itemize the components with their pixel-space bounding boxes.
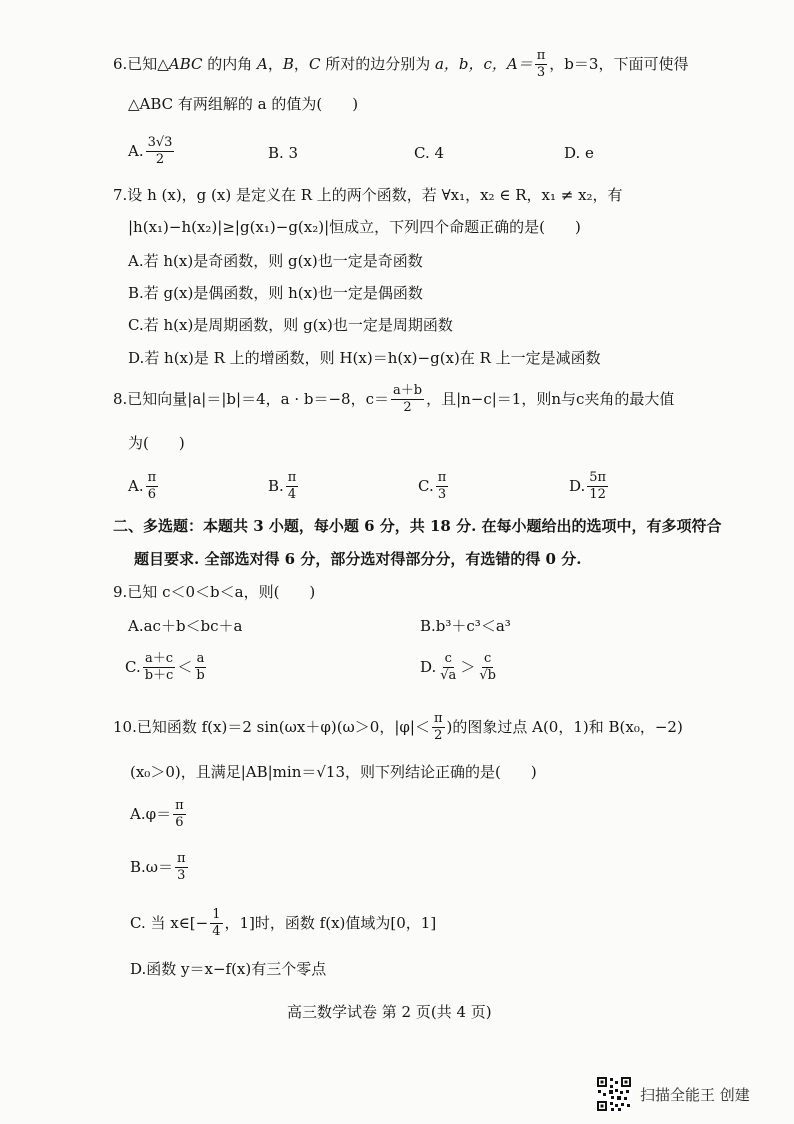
q10-frac-num: π <box>432 712 445 728</box>
q8-line2: 为( ) <box>128 434 185 452</box>
q10-line1 <box>113 712 683 744</box>
q10-option-c-fraction <box>210 908 222 940</box>
q9-line1: 9.已知 c＜0＜b＜a，则( ) <box>113 583 316 601</box>
q9-option-d-fraction-2 <box>477 652 498 684</box>
q8-option-b-num: π <box>286 471 299 487</box>
q8-option-d-prefix: D. <box>569 476 586 495</box>
q6-text-i: 所对的边分别为 <box>320 54 435 73</box>
q6-option-c: C. 4 <box>414 144 445 162</box>
q10-option-c-num: 1 <box>210 908 222 924</box>
q6-option-a-prefix: A. <box>128 141 144 160</box>
q9-option-c-num2: a <box>195 652 207 668</box>
q8-option-a <box>128 471 160 503</box>
q9-option-d-den1: √a <box>440 668 457 684</box>
q9-option-c-fraction-2 <box>194 652 206 684</box>
q9-option-c <box>125 652 209 684</box>
q6-option-d: D. e <box>564 144 594 162</box>
q6-text-j: a，b，c，A＝ <box>434 54 533 73</box>
q6-line2: △ABC 有两组解的 a 的值为( ) <box>128 95 359 113</box>
q8-option-c <box>418 471 450 503</box>
q9-option-d-relation: ＞ <box>460 657 476 676</box>
q6-text-d: A <box>257 54 268 73</box>
q9-option-c-relation: ＜ <box>177 657 193 676</box>
q8-option-b-den: 4 <box>287 487 297 503</box>
q7-option-d: D.若 h(x)是 R 上的增函数，则 H(x)＝h(x)−g(x)在 R 上一定是减函数 <box>128 349 601 367</box>
q10-option-c <box>130 908 436 940</box>
q9-option-d-num2: c <box>482 652 493 668</box>
q6-option-b: B. 3 <box>268 144 299 162</box>
q10-option-a-fraction <box>173 799 186 831</box>
q10-option-b-prefix: B.ω＝ <box>130 857 174 876</box>
q8-option-b-prefix: B. <box>268 476 284 495</box>
q10-option-c-text-a: C. 当 x∈[− <box>130 913 209 932</box>
q8-option-a-num: π <box>146 471 159 487</box>
q8-frac-num: a＋b <box>391 384 424 400</box>
q9-option-c-prefix: C. <box>125 657 141 676</box>
q10-option-a-num: π <box>173 799 186 815</box>
q8-option-a-prefix: A. <box>128 476 144 495</box>
section-2-line2: 题目要求. 全部选对得 6 分，部分选对得部分分，有选错的得 0 分. <box>134 550 582 568</box>
q8-option-c-fraction <box>436 471 449 503</box>
q6-line1 <box>113 49 688 81</box>
q10-text-b: )的图象过点 A(0，1)和 B(x₀，−2) <box>446 717 683 736</box>
q9-option-c-num1: a＋c <box>143 652 175 668</box>
q10-text-a: 10.已知函数 f(x)＝2 sin(ωx＋φ)(ω＞0，|φ|＜ <box>113 717 430 736</box>
q9-option-c-den1: b＋c <box>144 668 174 684</box>
q10-option-d: D.函数 y＝x−f(x)有三个零点 <box>130 960 327 978</box>
q6-text-h: C <box>308 54 321 73</box>
q10-option-b-fraction <box>175 852 188 884</box>
q8-option-c-prefix: C. <box>418 476 434 495</box>
q9-option-d-prefix: D. <box>420 657 437 676</box>
q6-text-a: 6.已知△ <box>113 54 169 73</box>
q10-frac-den: 2 <box>434 728 443 744</box>
q6-text-g: ， <box>293 54 309 73</box>
q10-option-b-num: π <box>175 852 188 868</box>
qr-code-icon <box>596 1076 632 1112</box>
q6-text-k: ，b＝3，下面可使得 <box>549 54 689 73</box>
q8-option-b <box>268 471 300 503</box>
q10-option-b <box>130 852 190 884</box>
q9-option-d <box>420 652 500 684</box>
q6-text-c: 的内角 <box>202 54 258 73</box>
q10-option-c-den: 4 <box>212 924 221 940</box>
q9-option-d-den2: √b <box>479 668 496 684</box>
q8-c-fraction <box>391 384 424 416</box>
q9-option-d-num1: c <box>443 652 454 668</box>
q6-angle-fraction <box>535 49 548 81</box>
q7-option-c: C.若 h(x)是周期函数，则 g(x)也一定是周期函数 <box>128 316 453 334</box>
q9-option-d-fraction-1 <box>438 652 458 684</box>
q10-option-c-text-b: ，1]时，函数 f(x)值域为[0，1] <box>224 913 437 932</box>
q6-text-f: B <box>282 54 294 73</box>
q6-option-a <box>128 136 176 168</box>
q7-option-b: B.若 g(x)是偶函数，则 h(x)也一定是偶函数 <box>128 284 423 302</box>
q6-option-a-den: 2 <box>155 152 165 168</box>
q9-option-a: A.ac＋b＜bc＋a <box>128 617 243 635</box>
q7-line1: 7.设 h (x)，g (x) 是定义在 R 上的两个函数，若 ∀x₁，x₂ ∈ R，x₁ ≠ x₂，有 <box>113 186 623 204</box>
q10-option-b-den: 3 <box>177 868 186 884</box>
q8-line1 <box>113 384 674 416</box>
q6-text-b: ABC <box>168 54 203 73</box>
q8-frac-den: 2 <box>403 400 412 416</box>
q7-option-a: A.若 h(x)是奇函数，则 g(x)也一定是奇函数 <box>128 252 423 270</box>
q9-option-c-den2: b <box>196 668 205 684</box>
q6-option-a-num: 3√3 <box>146 136 175 152</box>
scanner-watermark: 扫描全能王 创建 <box>640 1086 750 1104</box>
q8-option-d <box>569 471 610 503</box>
q8-option-a-fraction <box>146 471 159 503</box>
q8-text-a: 8.已知向量|a|＝|b|＝4，a · b＝−8，c＝ <box>113 389 389 408</box>
q10-option-a-den: 6 <box>175 815 184 831</box>
q10-line2: (x₀＞0)，且满足|AB|min＝√13，则下列结论正确的是( ) <box>130 763 537 781</box>
q8-option-d-den: 12 <box>589 487 606 503</box>
q8-option-d-fraction <box>587 471 608 503</box>
page-number-label: 高三数学试卷 第 2 页(共 4 页) <box>287 1003 492 1021</box>
q10-option-a-prefix: A.φ＝ <box>130 804 172 823</box>
q6-frac-num: π <box>535 49 548 65</box>
q9-option-b: B.b³＋c³＜a³ <box>420 617 511 635</box>
q10-option-a <box>130 799 188 831</box>
q9-option-c-fraction-1 <box>143 652 176 684</box>
q8-option-a-den: 6 <box>147 487 157 503</box>
q6-option-a-fraction <box>146 136 175 168</box>
q8-option-c-num: π <box>436 471 449 487</box>
section-2-line1: 二、多选题：本题共 3 小题，每小题 6 分，共 18 分. 在每小题给出的选项中，有多项符合 <box>113 517 722 535</box>
q8-text-b: ，且|n−c|＝1，则n与c夹角的最大值 <box>426 389 675 408</box>
q8-option-c-den: 3 <box>437 487 447 503</box>
q6-frac-den: 3 <box>536 65 546 81</box>
q10-phi-fraction <box>432 712 445 744</box>
q8-option-b-fraction <box>286 471 299 503</box>
q6-text-e: ， <box>267 54 283 73</box>
q7-line2: |h(x₁)−h(x₂)|≥|g(x₁)−g(x₂)|恒成立，下列四个命题正确的是( ) <box>128 218 581 236</box>
q8-option-d-num: 5π <box>587 471 608 487</box>
